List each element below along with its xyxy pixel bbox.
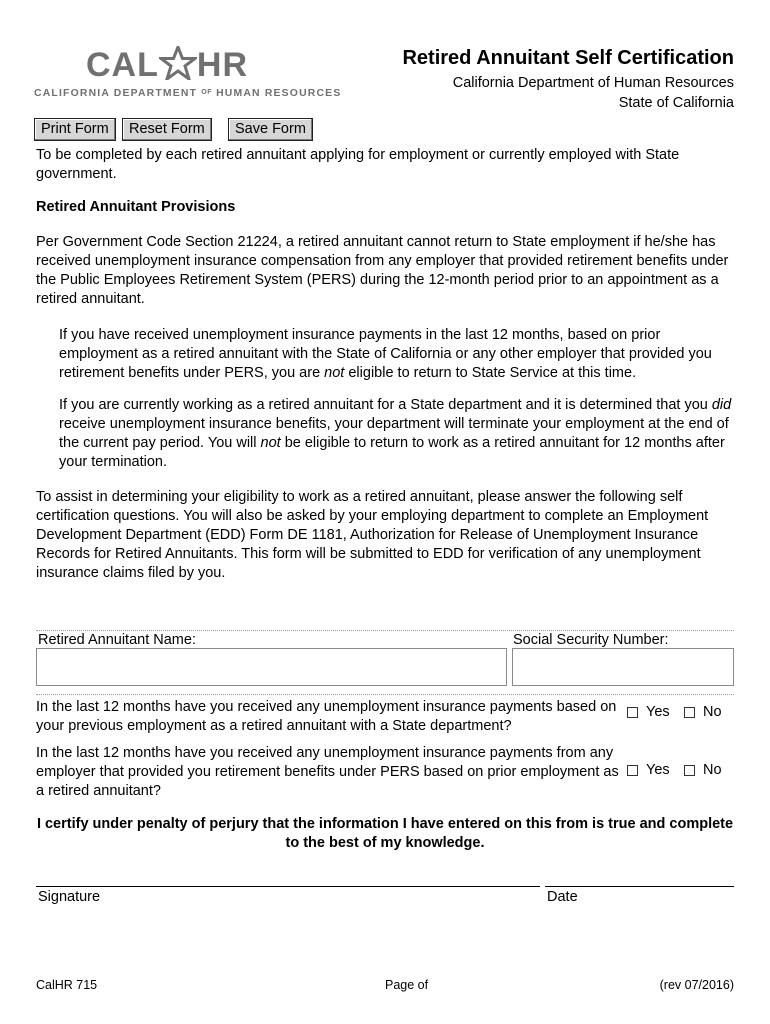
- print-form-button[interactable]: Print Form: [34, 118, 116, 141]
- name-input[interactable]: [36, 648, 507, 686]
- org-line-2: State of California: [618, 95, 734, 111]
- org-line-1: California Department of Human Resources: [452, 75, 734, 91]
- provisions-paragraph-2: To assist in determining your eligibility to work as a retired annuitant, please answer the following self certification questions. You will also be asked by your employing department to complete an Employment Development Department (EDD) Form DE 1181, Authorization for Release of Unemployment Insurance Records for Retired Annuitants. This form will be submitted to EDD for verification of any unemployment insurance claims filed by you.: [36, 489, 709, 581]
- q1-no-label: No: [703, 704, 722, 720]
- page-title: Retired Annuitant Self Certification: [402, 47, 734, 69]
- date-label: Date: [547, 889, 578, 905]
- divider: [36, 630, 734, 631]
- form-id: CalHR 715: [36, 978, 98, 992]
- date-line[interactable]: [545, 886, 734, 887]
- logo-text-cal: CAL: [86, 46, 159, 84]
- revision-date: (rev 07/2016): [659, 978, 734, 992]
- ssn-label: Social Security Number:: [513, 632, 669, 648]
- page-number: Page of: [385, 978, 429, 992]
- ssn-input[interactable]: [512, 648, 734, 686]
- q1-yes-checkbox[interactable]: [627, 707, 638, 718]
- intro-text: To be completed by each retired annuitant applying for employment or currently employed with State government.: [36, 147, 680, 182]
- provision-bullet-1: If you have received unemployment insurance payments in the last 12 months, based on prior employment as a retired annuitant with the State of California or any other employer that provided you retirement benefits under PERS, you are not eligible to return to State Service at this time.: [59, 327, 712, 381]
- reset-form-button[interactable]: Reset Form: [122, 118, 212, 141]
- calhr-logo: [34, 46, 342, 104]
- question-2: In the last 12 months have you received any unemployment insurance payments from any employer that provided you retirement benefits under PERS based on prior employment as a retired annuitant?: [36, 745, 619, 799]
- provision-bullet-2: If you are currently working as a retired annuitant for a State department and it is determined that you did receive unemployment insurance benefits, your department will terminate your employment at the end of the current pay period. You will not be eligible to return to work as a retired annuitant for 12 months after your termination.: [59, 397, 732, 470]
- q2-yes-label: Yes: [646, 762, 670, 778]
- q1-yes-label: Yes: [646, 704, 670, 720]
- certification-statement: I certify under penalty of perjury that the information I have entered on this from is true and complete to the best of my knowledge.: [36, 816, 734, 851]
- name-label: Retired Annuitant Name:: [38, 632, 196, 648]
- logo-text-hr: HR: [196, 46, 248, 84]
- logo-subtitle: CALIFORNIA DEPARTMENT OF HUMAN RESOURCES: [34, 88, 342, 99]
- divider: [36, 694, 734, 695]
- logo-wordmark: [86, 46, 248, 85]
- organization-block: [453, 73, 734, 113]
- provisions-paragraph-1: Per Government Code Section 21224, a retired annuitant cannot return to State employment if he/she has received unemployment insurance compensation from any employer that provided retirement benefits under the Public Employees Retirement System (PERS) during the 12-month period prior to an appointment as a retired annuitant.: [36, 234, 729, 307]
- q2-no-label: No: [703, 762, 722, 778]
- q1-no-checkbox[interactable]: [684, 707, 695, 718]
- question-1: In the last 12 months have you received any unemployment insurance payments based on your previous employment as a retired annuitant with a State department?: [36, 699, 617, 734]
- save-form-button[interactable]: Save Form: [228, 118, 313, 141]
- provisions-heading: Retired Annuitant Provisions: [36, 199, 236, 215]
- signature-line[interactable]: [36, 886, 540, 887]
- q2-no-checkbox[interactable]: [684, 765, 695, 776]
- q2-yes-checkbox[interactable]: [627, 765, 638, 776]
- signature-label: Signature: [38, 889, 101, 905]
- star-icon: [159, 46, 197, 80]
